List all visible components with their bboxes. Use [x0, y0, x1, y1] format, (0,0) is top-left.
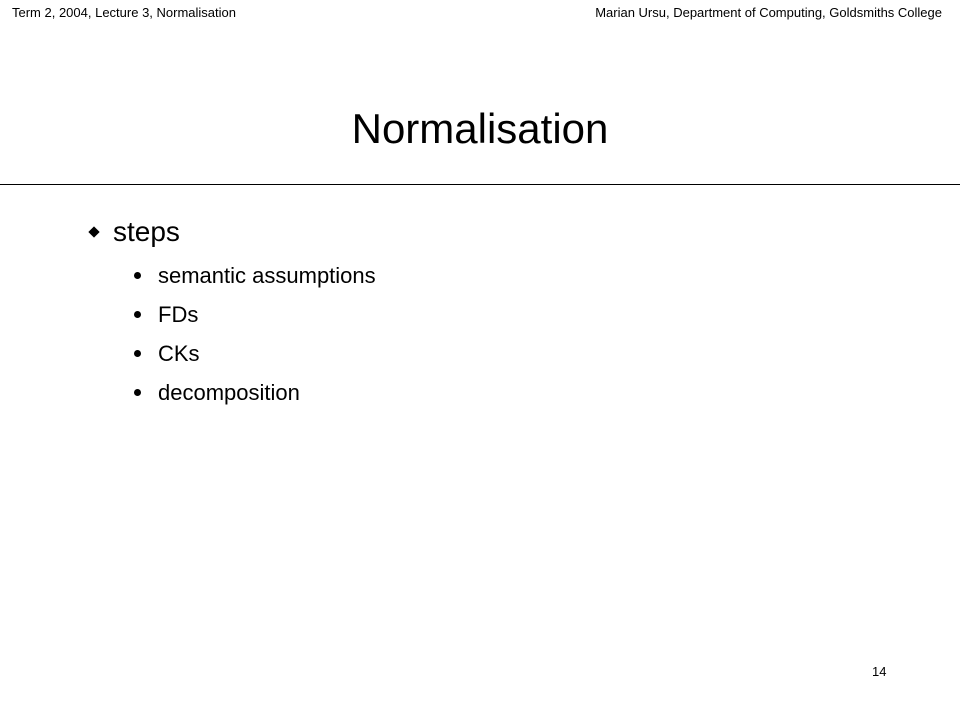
diamond-bullet-icon	[88, 226, 99, 237]
bullet-text: steps	[113, 216, 180, 247]
dot-bullet-icon	[134, 350, 141, 357]
dot-bullet-icon	[134, 311, 141, 318]
slide-title: Normalisation	[351, 105, 609, 152]
sub-bullet-list	[134, 256, 376, 412]
title-divider	[0, 184, 960, 185]
sub-bullet-decomposition	[134, 373, 376, 412]
sub-bullet-cks	[134, 334, 376, 373]
dot-bullet-icon	[134, 272, 141, 279]
bullet-steps	[86, 215, 180, 249]
dot-bullet-icon	[134, 389, 141, 396]
page-number: 14	[872, 664, 887, 679]
sub-bullet-text: semantic assumptions	[158, 262, 376, 288]
sub-bullet-text: decomposition	[158, 379, 300, 405]
header-right-text: Marian Ursu, Department of Computing, Goldsmiths College	[595, 5, 942, 20]
header-left-text: Term 2, 2004, Lecture 3, Normalisation	[12, 5, 236, 20]
sub-bullet-semantic-assumptions	[134, 256, 376, 295]
sub-bullet-fds	[134, 295, 376, 334]
sub-bullet-text: FDs	[158, 301, 199, 327]
sub-bullet-text: CKs	[158, 340, 200, 366]
